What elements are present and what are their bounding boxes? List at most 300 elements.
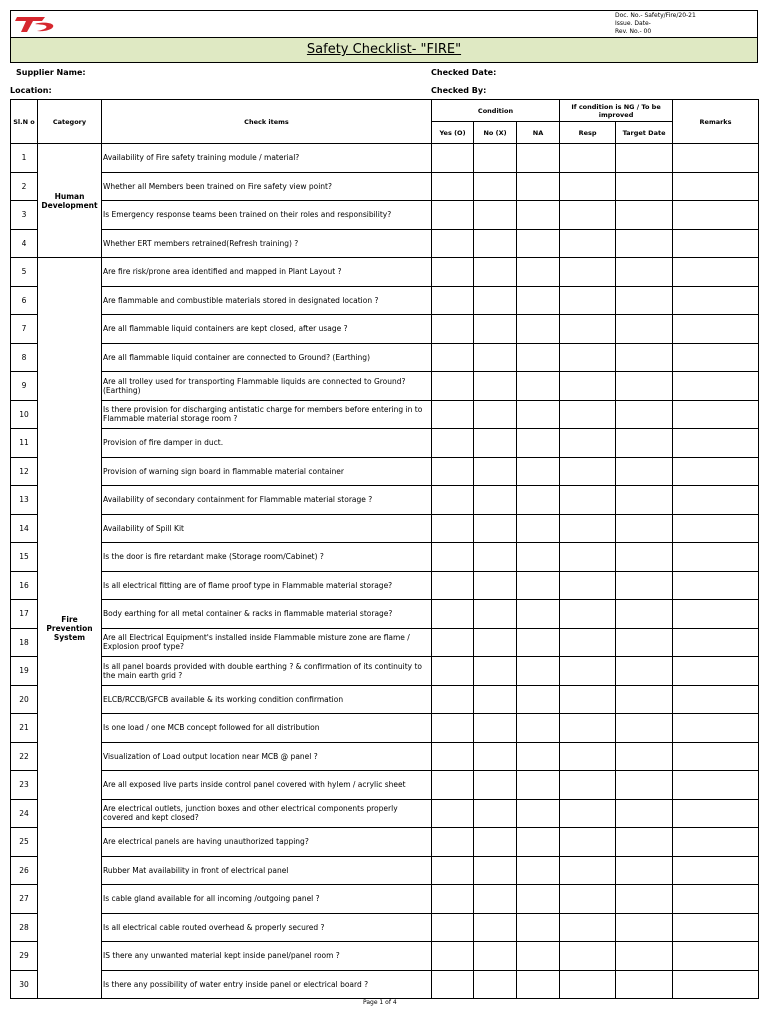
row-number: 26: [11, 856, 38, 885]
row-number: 7: [11, 315, 38, 344]
no-cell[interactable]: [474, 201, 517, 230]
row-number: 17: [11, 600, 38, 629]
slno-header: Sl.N o: [11, 100, 38, 144]
remarks-cell[interactable]: [673, 343, 759, 372]
row-number: 18: [11, 628, 38, 657]
table-row: [11, 372, 759, 401]
target-date-cell[interactable]: [616, 571, 673, 600]
target-date-cell[interactable]: [616, 429, 673, 458]
na-cell[interactable]: [517, 856, 560, 885]
target-date-cell[interactable]: [616, 201, 673, 230]
yes-cell[interactable]: [432, 229, 474, 258]
yes-cell[interactable]: [432, 258, 474, 287]
no-cell[interactable]: [474, 286, 517, 315]
no-cell[interactable]: [474, 457, 517, 486]
na-cell[interactable]: [517, 372, 560, 401]
remarks-cell[interactable]: [673, 400, 759, 429]
resp-cell[interactable]: [560, 429, 616, 458]
na-cell[interactable]: [517, 600, 560, 629]
na-cell[interactable]: [517, 486, 560, 515]
check-item: Are flammable and combustible materials stored in designated location ?: [102, 286, 432, 315]
yes-cell[interactable]: [432, 828, 474, 857]
yes-cell[interactable]: [432, 400, 474, 429]
remarks-cell[interactable]: [673, 799, 759, 828]
company-logo-icon: [15, 14, 57, 34]
yes-cell[interactable]: [432, 571, 474, 600]
resp-cell[interactable]: [560, 315, 616, 344]
resp-cell[interactable]: [560, 970, 616, 999]
check-item: Visualization of Load output location near MCB @ panel ?: [102, 742, 432, 771]
na-cell[interactable]: [517, 400, 560, 429]
target-date-cell[interactable]: [616, 970, 673, 999]
no-cell[interactable]: [474, 942, 517, 971]
yes-cell[interactable]: [432, 799, 474, 828]
na-cell[interactable]: [517, 201, 560, 230]
resp-cell[interactable]: [560, 201, 616, 230]
table-row: [11, 885, 759, 914]
remarks-cell[interactable]: [673, 913, 759, 942]
remarks-cell[interactable]: [673, 201, 759, 230]
resp-cell[interactable]: [560, 685, 616, 714]
row-number: 5: [11, 258, 38, 287]
no-cell[interactable]: [474, 372, 517, 401]
target-date-cell[interactable]: [616, 799, 673, 828]
check-item: Are all exposed live parts inside control panel covered with hylem / acrylic sheet: [102, 771, 432, 800]
no-cell[interactable]: [474, 742, 517, 771]
resp-cell[interactable]: [560, 258, 616, 287]
resp-cell[interactable]: [560, 714, 616, 743]
na-cell[interactable]: [517, 828, 560, 857]
yes-cell[interactable]: [432, 372, 474, 401]
row-number: 29: [11, 942, 38, 971]
no-cell[interactable]: [474, 970, 517, 999]
no-cell[interactable]: [474, 799, 517, 828]
resp-cell[interactable]: [560, 372, 616, 401]
resp-cell[interactable]: [560, 657, 616, 686]
table-row: [11, 144, 759, 173]
check-item: Are all flammable liquid container are connected to Ground? (Earthing): [102, 343, 432, 372]
revision-number: Rev. No.- 00: [615, 28, 652, 35]
category-header: Category: [38, 100, 102, 144]
checklist-sheet: [10, 10, 758, 999]
na-cell[interactable]: [517, 685, 560, 714]
yes-cell[interactable]: [432, 343, 474, 372]
remarks-cell[interactable]: [673, 144, 759, 173]
remarks-cell[interactable]: [673, 657, 759, 686]
resp-cell[interactable]: [560, 742, 616, 771]
table-row: [11, 172, 759, 201]
target-date-cell[interactable]: [616, 144, 673, 173]
no-cell[interactable]: [474, 628, 517, 657]
table-row: [11, 543, 759, 572]
check-item: Availability of secondary containment for Flammable material storage ?: [102, 486, 432, 515]
na-header: NA: [517, 122, 560, 144]
yes-cell[interactable]: [432, 856, 474, 885]
checklist-body: [11, 144, 759, 999]
yes-cell[interactable]: [432, 685, 474, 714]
row-number: 10: [11, 400, 38, 429]
improvement-header: If condition is NG / To be improved: [560, 100, 673, 122]
na-cell[interactable]: [517, 714, 560, 743]
table-row: [11, 799, 759, 828]
na-cell[interactable]: [517, 258, 560, 287]
resp-cell[interactable]: [560, 514, 616, 543]
check-item: IS there any unwanted material kept inside panel/panel room ?: [102, 942, 432, 971]
table-row: [11, 942, 759, 971]
no-cell[interactable]: [474, 714, 517, 743]
category-human-development: Human Development: [38, 144, 102, 258]
table-row: [11, 201, 759, 230]
resp-cell[interactable]: [560, 885, 616, 914]
target-date-cell[interactable]: [616, 486, 673, 515]
no-cell[interactable]: [474, 771, 517, 800]
check-item: Is there provision for discharging antistatic charge for members before entering in to Flammable material storage room ?: [102, 400, 432, 429]
remarks-cell[interactable]: [673, 429, 759, 458]
na-cell[interactable]: [517, 457, 560, 486]
remarks-cell[interactable]: [673, 571, 759, 600]
info-section: [10, 63, 758, 99]
resp-cell[interactable]: [560, 343, 616, 372]
na-cell[interactable]: [517, 343, 560, 372]
row-number: 12: [11, 457, 38, 486]
no-cell[interactable]: [474, 514, 517, 543]
check-item: Are electrical outlets, junction boxes and other electrical components properly covered and kept closed?: [102, 799, 432, 828]
yes-cell[interactable]: [432, 201, 474, 230]
yes-cell[interactable]: [432, 771, 474, 800]
no-header: No (X): [474, 122, 517, 144]
remarks-cell[interactable]: [673, 714, 759, 743]
no-cell[interactable]: [474, 258, 517, 287]
yes-cell[interactable]: [432, 429, 474, 458]
no-cell[interactable]: [474, 400, 517, 429]
resp-cell[interactable]: [560, 799, 616, 828]
no-cell[interactable]: [474, 685, 517, 714]
table-row: [11, 258, 759, 287]
remarks-cell[interactable]: [673, 543, 759, 572]
row-number: 9: [11, 372, 38, 401]
check-item: Provision of warning sign board in flammable material container: [102, 457, 432, 486]
no-cell[interactable]: [474, 144, 517, 173]
resp-cell[interactable]: [560, 400, 616, 429]
resp-cell[interactable]: [560, 628, 616, 657]
remarks-cell[interactable]: [673, 600, 759, 629]
row-number: 16: [11, 571, 38, 600]
resp-cell[interactable]: [560, 600, 616, 629]
target-date-cell[interactable]: [616, 258, 673, 287]
table-row: [11, 828, 759, 857]
check-item: Rubber Mat availability in front of electrical panel: [102, 856, 432, 885]
row-number: 2: [11, 172, 38, 201]
check-item: Whether ERT members retrained(Refresh training) ?: [102, 229, 432, 258]
remarks-header: Remarks: [673, 100, 759, 144]
resp-cell[interactable]: [560, 771, 616, 800]
table-row: [11, 429, 759, 458]
remarks-cell[interactable]: [673, 372, 759, 401]
table-row: [11, 970, 759, 999]
resp-cell[interactable]: [560, 144, 616, 173]
target-date-cell[interactable]: [616, 343, 673, 372]
target-date-cell[interactable]: [616, 685, 673, 714]
resp-header: Resp: [560, 122, 616, 144]
target-date-cell[interactable]: [616, 856, 673, 885]
resp-cell[interactable]: [560, 913, 616, 942]
row-number: 25: [11, 828, 38, 857]
check-item: Availability of Spill Kit: [102, 514, 432, 543]
table-row: [11, 486, 759, 515]
check-item: Is all electrical cable routed overhead & properly secured ?: [102, 913, 432, 942]
row-number: 13: [11, 486, 38, 515]
yes-cell[interactable]: [432, 885, 474, 914]
remarks-cell[interactable]: [673, 628, 759, 657]
na-cell[interactable]: [517, 657, 560, 686]
target-date-header: Target Date: [616, 122, 673, 144]
remarks-cell[interactable]: [673, 970, 759, 999]
table-row: [11, 714, 759, 743]
na-cell[interactable]: [517, 514, 560, 543]
row-number: 11: [11, 429, 38, 458]
yes-cell[interactable]: [432, 514, 474, 543]
row-number: 27: [11, 885, 38, 914]
target-date-cell[interactable]: [616, 913, 673, 942]
target-date-cell[interactable]: [616, 828, 673, 857]
yes-cell[interactable]: [432, 600, 474, 629]
target-date-cell[interactable]: [616, 172, 673, 201]
remarks-cell[interactable]: [673, 771, 759, 800]
check-item: Is cable gland available for all incoming /outgoing panel ?: [102, 885, 432, 914]
na-cell[interactable]: [517, 742, 560, 771]
document-header: [10, 10, 758, 37]
yes-cell[interactable]: [432, 172, 474, 201]
remarks-cell[interactable]: [673, 514, 759, 543]
remarks-cell[interactable]: [673, 258, 759, 287]
checked-date-label: Checked Date:: [431, 68, 497, 77]
resp-cell[interactable]: [560, 457, 616, 486]
no-cell[interactable]: [474, 913, 517, 942]
row-number: 8: [11, 343, 38, 372]
row-number: 20: [11, 685, 38, 714]
target-date-cell[interactable]: [616, 742, 673, 771]
page-footer: Page 1 of 4: [363, 999, 397, 1006]
page-title: Safety Checklist- "FIRE": [306, 42, 462, 57]
table-row: [11, 315, 759, 344]
no-cell[interactable]: [474, 315, 517, 344]
yes-cell[interactable]: [432, 913, 474, 942]
target-date-cell[interactable]: [616, 771, 673, 800]
target-date-cell[interactable]: [616, 628, 673, 657]
na-cell[interactable]: [517, 970, 560, 999]
table-row: [11, 628, 759, 657]
row-number: 15: [11, 543, 38, 572]
table-row: [11, 457, 759, 486]
row-number: 3: [11, 201, 38, 230]
na-cell[interactable]: [517, 315, 560, 344]
table-row: [11, 600, 759, 629]
document-info: [615, 12, 696, 36]
yes-header: Yes (O): [432, 122, 474, 144]
yes-cell[interactable]: [432, 714, 474, 743]
resp-cell[interactable]: [560, 942, 616, 971]
remarks-cell[interactable]: [673, 229, 759, 258]
check-item: ELCB/RCCB/GFCB available & its working condition confirmation: [102, 685, 432, 714]
resp-cell[interactable]: [560, 229, 616, 258]
row-number: 4: [11, 229, 38, 258]
yes-cell[interactable]: [432, 144, 474, 173]
target-date-cell[interactable]: [616, 543, 673, 572]
yes-cell[interactable]: [432, 942, 474, 971]
remarks-cell[interactable]: [673, 942, 759, 971]
table-row: [11, 514, 759, 543]
condition-header: Condition: [432, 100, 560, 122]
doc-number: Doc. No.- Safety/Fire/20-21: [615, 12, 696, 19]
yes-cell[interactable]: [432, 286, 474, 315]
row-number: 22: [11, 742, 38, 771]
no-cell[interactable]: [474, 657, 517, 686]
yes-cell[interactable]: [432, 457, 474, 486]
target-date-cell[interactable]: [616, 457, 673, 486]
remarks-cell[interactable]: [673, 457, 759, 486]
remarks-cell[interactable]: [673, 685, 759, 714]
yes-cell[interactable]: [432, 970, 474, 999]
table-row: [11, 771, 759, 800]
check-item: Are all Electrical Equipment's installed inside Flammable misture zone are flame / Explosion proof type?: [102, 628, 432, 657]
issue-date: Issue. Date-: [615, 20, 651, 27]
yes-cell[interactable]: [432, 742, 474, 771]
yes-cell[interactable]: [432, 315, 474, 344]
remarks-cell[interactable]: [673, 742, 759, 771]
check-item: Are fire risk/prone area identified and mapped in Plant Layout ?: [102, 258, 432, 287]
check-item: Body earthing for all metal container & racks in flammable material storage?: [102, 600, 432, 629]
na-cell[interactable]: [517, 429, 560, 458]
table-row: [11, 685, 759, 714]
check-item: Is the door is fire retardant make (Storage room/Cabinet) ?: [102, 543, 432, 572]
na-cell[interactable]: [517, 229, 560, 258]
row-number: 28: [11, 913, 38, 942]
check-item: Is one load / one MCB concept followed for all distribution: [102, 714, 432, 743]
resp-cell[interactable]: [560, 172, 616, 201]
check-item: Availability of Fire safety training module / material?: [102, 144, 432, 173]
no-cell[interactable]: [474, 600, 517, 629]
remarks-cell[interactable]: [673, 885, 759, 914]
table-row: [11, 571, 759, 600]
table-row: [11, 913, 759, 942]
target-date-cell[interactable]: [616, 714, 673, 743]
no-cell[interactable]: [474, 486, 517, 515]
target-date-cell[interactable]: [616, 229, 673, 258]
na-cell[interactable]: [517, 543, 560, 572]
na-cell[interactable]: [517, 771, 560, 800]
row-number: 24: [11, 799, 38, 828]
remarks-cell[interactable]: [673, 172, 759, 201]
category-fire-prevention: Fire Prevention System: [38, 258, 102, 999]
no-cell[interactable]: [474, 229, 517, 258]
target-date-cell[interactable]: [616, 942, 673, 971]
no-cell[interactable]: [474, 429, 517, 458]
yes-cell[interactable]: [432, 628, 474, 657]
no-cell[interactable]: [474, 571, 517, 600]
check-item: Is Emergency response teams been trained on their roles and responsibility?: [102, 201, 432, 230]
resp-cell[interactable]: [560, 828, 616, 857]
target-date-cell[interactable]: [616, 657, 673, 686]
row-number: 21: [11, 714, 38, 743]
table-row: [11, 229, 759, 258]
remarks-cell[interactable]: [673, 315, 759, 344]
row-number: 23: [11, 771, 38, 800]
resp-cell[interactable]: [560, 286, 616, 315]
row-number: 19: [11, 657, 38, 686]
remarks-cell[interactable]: [673, 828, 759, 857]
no-cell[interactable]: [474, 172, 517, 201]
remarks-cell[interactable]: [673, 486, 759, 515]
remarks-cell[interactable]: [673, 856, 759, 885]
title-bar: [10, 37, 758, 63]
check-item: Are all trolley used for transporting Flammable liquids are connected to Ground? (Earthing): [102, 372, 432, 401]
check-item: Provision of fire damper in duct.: [102, 429, 432, 458]
table-row: [11, 343, 759, 372]
check-item: Are electrical panels are having unauthorized tapping?: [102, 828, 432, 857]
table-row: [11, 856, 759, 885]
check-item: Are all flammable liquid containers are kept closed, after usage ?: [102, 315, 432, 344]
table-row: [11, 400, 759, 429]
no-cell[interactable]: [474, 543, 517, 572]
no-cell[interactable]: [474, 856, 517, 885]
target-date-cell[interactable]: [616, 315, 673, 344]
na-cell[interactable]: [517, 286, 560, 315]
resp-cell[interactable]: [560, 571, 616, 600]
no-cell[interactable]: [474, 343, 517, 372]
no-cell[interactable]: [474, 828, 517, 857]
remarks-cell[interactable]: [673, 286, 759, 315]
checklist-table: [10, 99, 759, 999]
yes-cell[interactable]: [432, 543, 474, 572]
na-cell[interactable]: [517, 172, 560, 201]
na-cell[interactable]: [517, 628, 560, 657]
na-cell[interactable]: [517, 799, 560, 828]
target-date-cell[interactable]: [616, 514, 673, 543]
check-item: Is all electrical fitting are of flame proof type in Flammable material storage?: [102, 571, 432, 600]
na-cell[interactable]: [517, 913, 560, 942]
table-row: [11, 286, 759, 315]
table-row: [11, 742, 759, 771]
table-row: [11, 657, 759, 686]
row-number: 14: [11, 514, 38, 543]
na-cell[interactable]: [517, 144, 560, 173]
target-date-cell[interactable]: [616, 885, 673, 914]
check-item: Is all panel boards provided with double earthing ? & confirmation of its continuity to the main earth grid ?: [102, 657, 432, 686]
target-date-cell[interactable]: [616, 286, 673, 315]
check-item: Is there any possibility of water entry inside panel or electrical board ?: [102, 970, 432, 999]
resp-cell[interactable]: [560, 486, 616, 515]
na-cell[interactable]: [517, 571, 560, 600]
na-cell[interactable]: [517, 885, 560, 914]
resp-cell[interactable]: [560, 856, 616, 885]
yes-cell[interactable]: [432, 657, 474, 686]
check-item: Whether all Members been trained on Fire safety view point?: [102, 172, 432, 201]
row-number: 6: [11, 286, 38, 315]
na-cell[interactable]: [517, 942, 560, 971]
location-label: Location:: [10, 86, 52, 95]
target-date-cell[interactable]: [616, 372, 673, 401]
target-date-cell[interactable]: [616, 600, 673, 629]
checked-by-label: Checked By:: [431, 86, 487, 95]
supplier-name-label: Supplier Name:: [16, 68, 86, 77]
no-cell[interactable]: [474, 885, 517, 914]
row-number: 1: [11, 144, 38, 173]
yes-cell[interactable]: [432, 486, 474, 515]
resp-cell[interactable]: [560, 543, 616, 572]
row-number: 30: [11, 970, 38, 999]
check-items-header: Check items: [102, 100, 432, 144]
target-date-cell[interactable]: [616, 400, 673, 429]
